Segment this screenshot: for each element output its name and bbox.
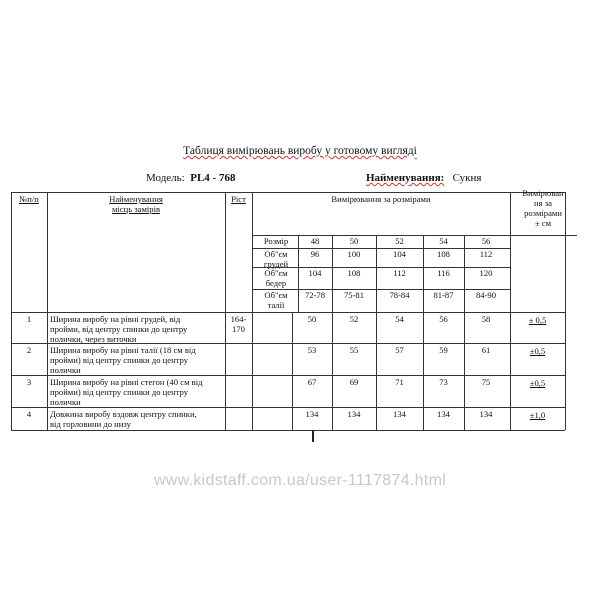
row-value: 56	[439, 314, 448, 324]
size-value: 52	[395, 236, 404, 246]
row-tolerance: ±0,5	[529, 378, 546, 388]
row-num: 1	[26, 314, 32, 324]
watermark: www.kidstaff.com.ua/user-1117874.html	[153, 472, 447, 489]
header-num: №п/п	[19, 194, 39, 204]
row-value: 67	[307, 377, 317, 387]
row-value: 71	[395, 377, 404, 387]
size-value: 96	[310, 249, 320, 259]
row-value: 134	[347, 409, 361, 419]
row-value: 55	[349, 345, 359, 355]
row-value: 52	[349, 314, 359, 324]
size-row-label: Об"єм грудей	[263, 249, 289, 269]
col-line-name	[47, 192, 48, 430]
table-top-border	[11, 192, 565, 193]
header-tolerance: Вимірюван ня за розмірами ± см	[522, 188, 564, 228]
row-value: 57	[395, 345, 404, 355]
row-value: 53	[307, 345, 317, 355]
size-row-label: Об"єм бедер	[264, 268, 288, 288]
size-value: 56	[481, 236, 491, 246]
header-height: Ріст	[231, 194, 246, 204]
row-value: 134	[393, 409, 406, 419]
size-value: 54	[439, 236, 448, 246]
row-tolerance: ± 0,5	[528, 315, 547, 325]
row-tolerance: ±0,5	[529, 346, 546, 356]
row-height: 164- 170	[230, 314, 247, 334]
row-value: 134	[305, 409, 319, 419]
size-row-label: Об"єм талії	[264, 290, 288, 310]
row-name: Ширина виробу на рівні грудей, від пройми, від центру спинки до центру полички, через виточки	[50, 314, 188, 344]
col-line-tolerance	[510, 192, 511, 430]
header-name: Найменування місць замірів	[109, 194, 163, 214]
row-value: 134	[479, 409, 493, 419]
size-value: 84-90	[475, 290, 497, 300]
row-name: Довжина виробу вздовж центру спинки, від горловини до низу	[50, 409, 197, 429]
size-row-label: Розмір	[263, 236, 289, 246]
size-value: 100	[347, 249, 361, 259]
row-value: 75	[481, 377, 491, 387]
name-line: Найменування: Сукня	[366, 172, 482, 184]
size-value: 75-81	[343, 290, 365, 300]
row-value: 58	[481, 314, 491, 324]
row-num: 4	[26, 409, 32, 419]
row-line	[11, 430, 565, 431]
size-value: 104	[393, 249, 406, 259]
row-line	[11, 312, 565, 313]
row-line	[11, 375, 565, 376]
row-num: 2	[26, 345, 32, 355]
row-value: 61	[481, 345, 491, 355]
size-value: 81-87	[433, 290, 454, 300]
size-value: 112	[479, 249, 493, 259]
table-title: Таблиця вимірювань виробу у готовому вигляді	[183, 145, 417, 157]
row-value: 69	[349, 377, 359, 387]
row-line	[11, 407, 565, 408]
col-line-height	[225, 192, 226, 430]
size-value: 108	[437, 249, 450, 259]
model-line: Модель: PL4 - 768	[146, 172, 236, 184]
row-num: 3	[26, 377, 32, 387]
row-value: 134	[437, 409, 450, 419]
col-line-num	[11, 192, 12, 430]
row-value: 50	[307, 314, 317, 324]
row-value: 54	[395, 314, 404, 324]
row-tolerance: ±1,0	[529, 410, 546, 420]
size-value: 50	[349, 236, 359, 246]
header-measurements: Вимірювання за розмірами	[331, 194, 431, 204]
row-name: Ширина виробу на рівні стегон (40 см від пройми) від центру спинки до центру полички	[50, 377, 203, 407]
size-value: 78-84	[389, 290, 410, 300]
size-value: 120	[479, 268, 493, 278]
text-cursor	[312, 430, 314, 442]
size-value: 112	[393, 268, 406, 278]
size-value: 72-78	[304, 290, 326, 300]
size-value: 116	[437, 268, 450, 278]
col-line-measure	[252, 192, 253, 430]
size-value: 108	[347, 268, 361, 278]
row-name: Ширина виробу на рівні талії (18 см від пройми) від центру спинки до центру полички	[50, 345, 196, 375]
size-value: 104	[308, 268, 322, 278]
row-value: 59	[439, 345, 448, 355]
tolerance-header-line	[510, 235, 577, 236]
row-value: 73	[439, 377, 448, 387]
size-value: 48	[310, 236, 320, 246]
